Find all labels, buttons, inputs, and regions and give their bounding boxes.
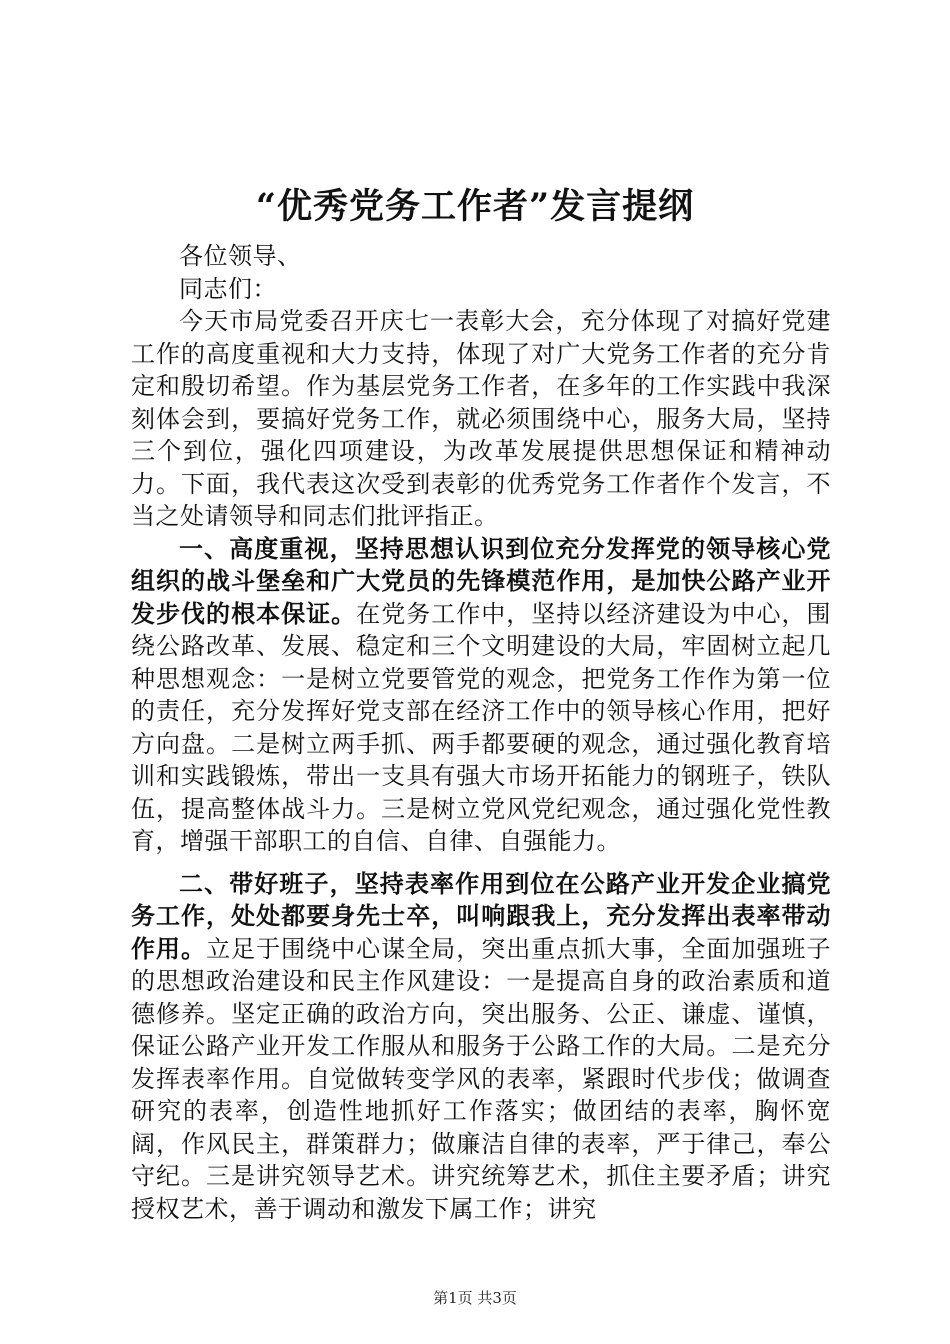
section-2-paragraph (131, 868, 831, 1226)
document-title: “优秀党务工作者”发言提纲 (255, 186, 695, 227)
section-2-body: 立足于围绕中心谋全局，突出重点抓大事，全面加强班子的思想政治建设和民主作风建设：一是提高自身的政治素质和道德修养。坚定正确的政治方向，突出服务、公正、谦虚、谨慎，保证公路产业开发工作服从和服务于公路工作的大局。二是充分发挥表率作用。自觉做转变学风的表率，紧跟时代步伐；做调查研究的表率，创造性地抓好工作落实；做团结的表率，胸怀宽阔，作风民主，群策群力；做廉洁自律的表率，严于律己，奉公守纪。三是讲究领导艺术。讲究统筹艺术，抓住主要矛盾；讲究授权艺术，善于调动和激发下属工作；讲究 (131, 934, 832, 1223)
section-1-body: 在党务工作中，坚持以经济建设为中心，围绕公路改革、发展、稳定和三个文明建设的大局，牢固树立起几种思想观念：一是树立党要管党的观念，把党务工作作为第一位的责任，充分发挥好党支部在经济工作中的领导核心作用，把好方向盘。二是树立两手抓、两手都要硬的观念，通过强化教育培训和实践锻炼，带出一支具有强大市场开拓能力的钢班子，铁队伍，提高整体战斗力。三是树立党风党纪观念，通过强化党性教育，增强干部职工的自信、自律、自强能力。 (131, 599, 832, 855)
greeting-line-1: 各位领导、 (179, 242, 302, 270)
document-body (131, 240, 831, 1225)
greeting-line-2: 同志们： (179, 274, 277, 303)
section-1-heading: 一、高度重视，坚持思想认识到位充分发挥党的领导核心党组织的战斗堡垒和广大党员的先锋模范作用，是加快公路产业开发步伐的根本保证。 (131, 533, 831, 628)
page-number-footer: 第1页 共3页 (433, 1289, 517, 1307)
section-2-heading: 二、带好班子，坚持表率作用到位在公路产业开发企业搞党务工作，处处都要身先士卒，叫响跟我上，充分发挥出表率带动作用。 (131, 868, 831, 963)
section-1-paragraph (131, 533, 831, 858)
intro-paragraph: 今天市局党委召开庆七一表彰大会，充分体现了对搞好党建工作的高度重视和大力支持，体现了对广大党务工作者的充分肯定和殷切希望。作为基层党务工作者，在多年的工作实践中我深刻体会到，要搞好党务工作，就必须围绕中心，服务大局，坚持三个到位，强化四项建设，为改革发展提供思想保证和精神动力。下面，我代表这次受到表彰的优秀党务工作者作个发言，不当之处请领导和同志们批评指正。 (131, 307, 831, 530)
